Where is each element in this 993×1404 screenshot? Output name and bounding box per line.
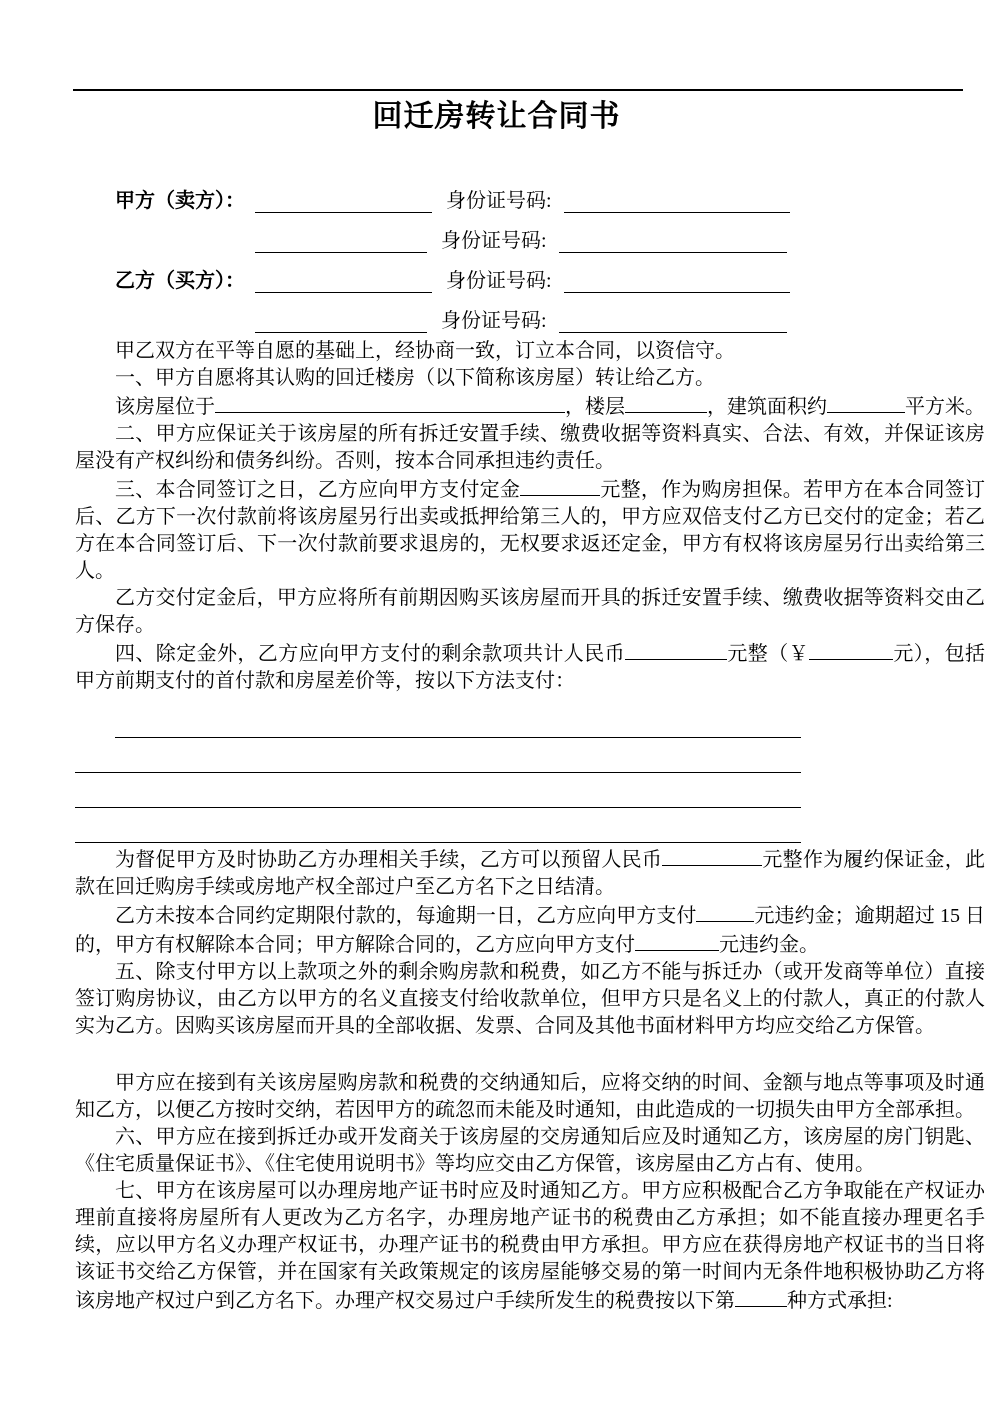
paragraph-text: ，楼层 bbox=[565, 396, 625, 418]
paragraph-text: 乙方交付定金后，甲方应将所有前期因购买该房屋而开具的拆迁安置手续、缴费收据等资料交由乙方保存。 bbox=[75, 587, 985, 636]
contract-paragraph bbox=[75, 421, 985, 475]
party-name-blank bbox=[255, 309, 427, 333]
id-number-blank bbox=[559, 229, 787, 253]
paragraph-text: 乙方未按本合同约定期限付款的，每逾期一日，乙方应向甲方支付 bbox=[115, 905, 697, 927]
party-row bbox=[115, 253, 993, 293]
party-label: 乙方（买方）： bbox=[115, 270, 245, 292]
party-row bbox=[115, 293, 993, 333]
fill-in-blank bbox=[809, 639, 893, 660]
paragraph-text: 该房屋位于 bbox=[115, 396, 215, 418]
blank-line-spacer bbox=[75, 1040, 985, 1070]
id-label: 身份证号码: bbox=[446, 190, 552, 212]
paragraph-text: 七、甲方在该房屋可以办理房地产证书时应及时通知乙方。甲方应积极配合乙方争取能在产权证办理前直接将房屋所有人更改为乙方名字，办理房地产证书的税费由乙方承担；如不能直接办理更名手续，应以甲方名义办理产权证书，办理产证书的税费由甲方承担。甲方应在获得房地产权证书的当日将该证书交给乙方保管，并在国家有关政策规定的该房屋能够交易的第一时间内无条件地积极协助乙方将该房地产权过户到乙方名下。办理产权交易过户手续所发生的税费按以下第 bbox=[75, 1180, 985, 1312]
fill-in-blank bbox=[520, 475, 600, 496]
contract-title: 回迁房转让合同书 bbox=[372, 100, 621, 133]
contract-paragraph bbox=[75, 392, 985, 421]
contract-paragraph bbox=[75, 475, 985, 585]
paragraph-text: 元整作为履约保证金，此款在回迁购房手续或房地产权全部过户至乙方名下之日结清。 bbox=[75, 849, 986, 898]
paragraph-text: 元），包括甲方前期支付的首付款和房屋差价等，按以下方法支付： bbox=[75, 643, 986, 692]
paragraph-text: 一、甲方自愿将其认购的回迁楼房（以下简称该房屋）转让给乙方。 bbox=[115, 367, 715, 389]
party-name-blank bbox=[255, 189, 432, 213]
top-rule bbox=[73, 89, 963, 91]
paragraph-text: ，建筑面积约 bbox=[707, 396, 827, 418]
writing-line bbox=[115, 703, 801, 738]
contract-paragraph bbox=[75, 845, 985, 901]
id-label: 身份证号码: bbox=[441, 230, 547, 252]
fill-in-blank bbox=[625, 392, 707, 413]
paragraph-text: 元整（￥ bbox=[727, 643, 809, 665]
contract-paragraph bbox=[75, 365, 985, 392]
paragraph-text: 为督促甲方及时协助乙方办理相关手续，乙方可以预留人民币 bbox=[115, 849, 663, 871]
writing-lines-block bbox=[75, 703, 985, 843]
fill-in-blank bbox=[735, 1286, 787, 1307]
paragraph-text: 二、甲方应保证关于该房屋的所有拆迁安置手续、缴费收据等资料真实、合法、有效，并保证该房屋没有产权纠纷和债务纠纷。否则，按本合同承担违约责任。 bbox=[75, 423, 985, 472]
id-label: 身份证号码: bbox=[441, 310, 547, 332]
id-number-blank bbox=[564, 269, 790, 293]
writing-line bbox=[75, 738, 801, 773]
paragraph-text: 四、除定金外，乙方应向甲方支付的剩余款项共计人民币 bbox=[115, 643, 625, 665]
party-name-blank bbox=[255, 269, 432, 293]
paragraph-text: 甲方应在接到有关该房屋购房款和税费的交纳通知后，应将交纳的时间、金额与地点等事项及时通知乙方，以便乙方按时交纳，若因甲方的疏忽而未能及时通知，由此造成的一切损失由甲方全部承担。 bbox=[75, 1072, 985, 1121]
paragraph-text: 甲乙双方在平等自愿的基础上，经协商一致，订立本合同，以资信守。 bbox=[115, 340, 735, 362]
id-number-blank bbox=[559, 309, 787, 333]
paragraph-text: 平方米。 bbox=[905, 396, 985, 418]
writing-line bbox=[75, 773, 801, 808]
party-row bbox=[115, 173, 993, 213]
paragraph-text: 元整，作为购房担保。若甲方在本合同签订后、乙方下一次付款前将该房屋另行出卖或抵押给第三人的，甲方应双倍支付乙方已交付的定金；若乙方在本合同签订后、下一次付款前要求退房的，无权要求返还定金，甲方有权将该房屋另行出卖给第三人。 bbox=[75, 479, 986, 582]
party-label: 甲方（卖方）： bbox=[115, 190, 245, 212]
contract-body bbox=[75, 338, 985, 1315]
fill-in-blank bbox=[696, 901, 754, 922]
contract-paragraph bbox=[75, 1178, 985, 1315]
contract-paragraph bbox=[75, 585, 985, 639]
paragraph-text: 五、除支付甲方以上款项之外的剩余购房款和税费，如乙方不能与拆迁办（或开发商等单位）直接签订购房协议，由乙方以甲方的名义直接支付给收款单位，但甲方只是名义上的付款人，真正的付款人实为乙方。因购买该房屋而开具的全部收据、发票、合同及其他书面材料甲方均应交给乙方保管。 bbox=[75, 961, 985, 1037]
paragraph-text: 元违约金。 bbox=[719, 934, 819, 956]
fill-in-blank bbox=[215, 392, 565, 413]
paragraph-text: 六、甲方应在接到拆迁办或开发商关于该房屋的交房通知后应及时通知乙方，该房屋的房门钥匙、《住宅质量保证书》、《住宅使用说明书》等均应交由乙方保管，该房屋由乙方占有、使用。 bbox=[75, 1126, 985, 1175]
writing-line bbox=[75, 808, 801, 843]
parties-section bbox=[115, 173, 993, 333]
paragraph-text: 元违约金；逾期超过 15 日的，甲方有权解除本合同；甲方解除合同的，乙方应向甲方支付 bbox=[75, 905, 986, 956]
contract-paragraph bbox=[75, 901, 985, 959]
contract-paragraph bbox=[75, 959, 985, 1040]
contract-paragraph bbox=[75, 1124, 985, 1178]
paragraph-text: 种方式承担: bbox=[787, 1290, 893, 1312]
party-row bbox=[115, 213, 993, 253]
fill-in-blank bbox=[827, 392, 905, 413]
paragraph-text: 三、本合同签订之日，乙方应向甲方支付定金 bbox=[115, 479, 521, 501]
fill-in-blank bbox=[635, 930, 719, 951]
id-number-blank bbox=[564, 189, 790, 213]
contract-paragraph bbox=[75, 1070, 985, 1124]
fill-in-blank bbox=[662, 845, 762, 866]
contract-paragraph bbox=[75, 338, 985, 365]
contract-paragraph bbox=[75, 639, 985, 695]
fill-in-blank bbox=[625, 639, 727, 660]
id-label: 身份证号码: bbox=[446, 270, 552, 292]
party-name-blank bbox=[255, 229, 427, 253]
